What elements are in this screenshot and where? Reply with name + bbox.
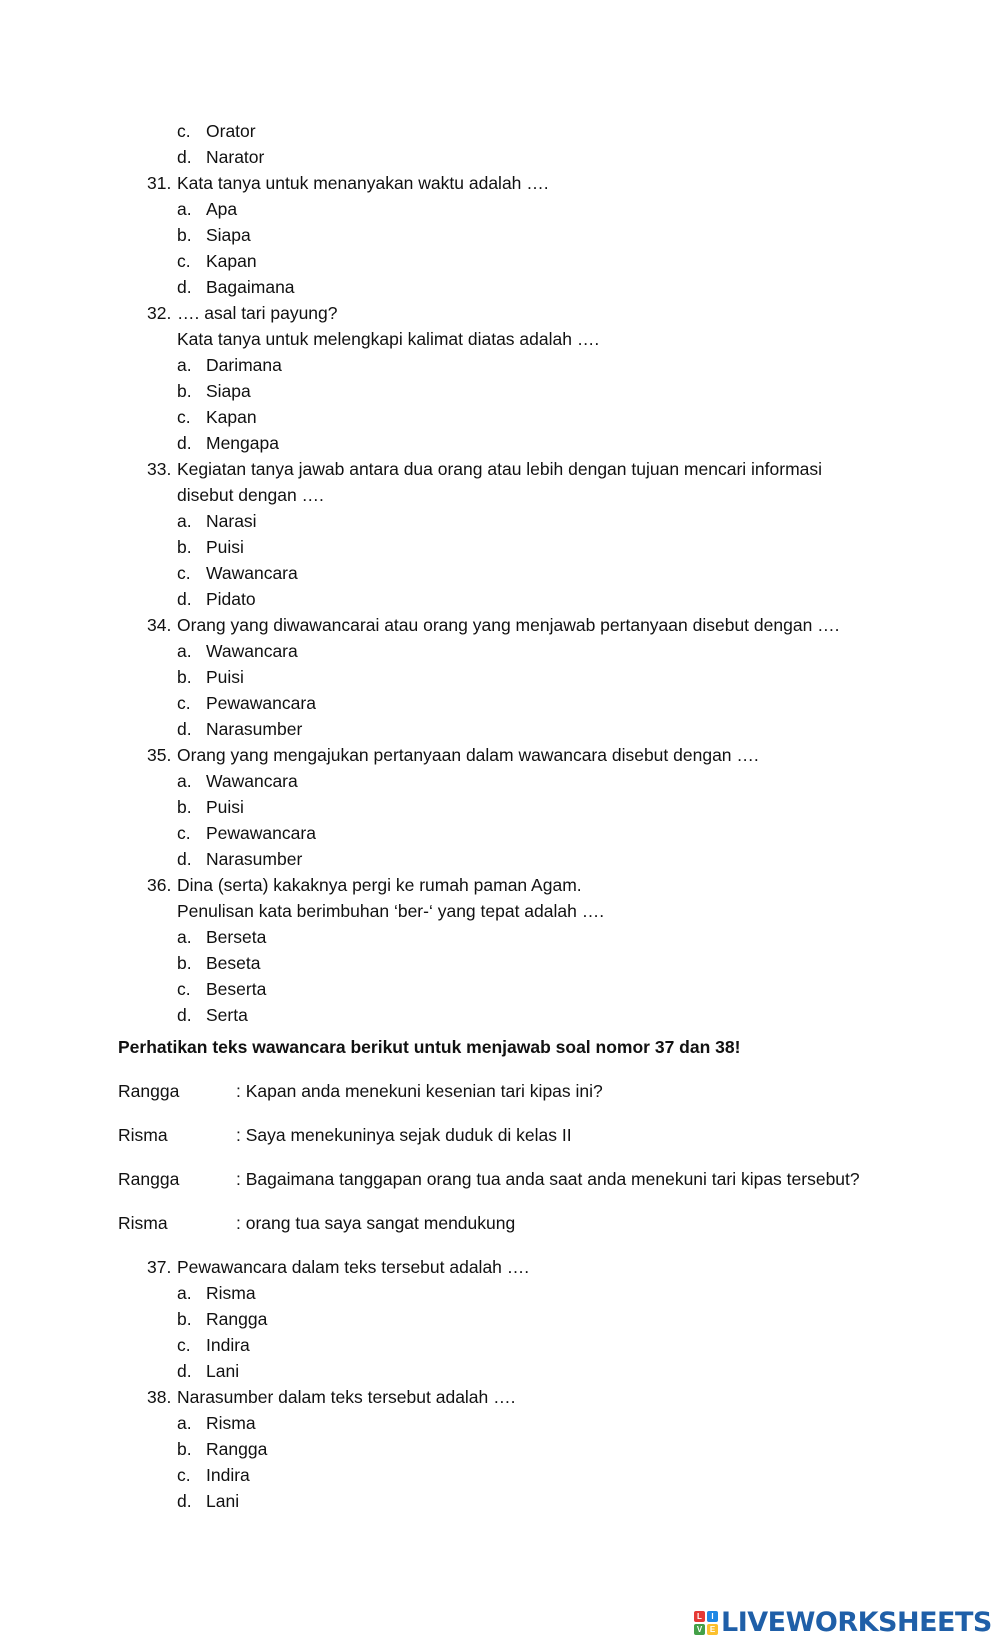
option-text: Serta — [206, 1005, 248, 1025]
option-letter: c. — [177, 563, 191, 583]
option-letter: a. — [177, 355, 192, 375]
question-text: Dina (serta) kakaknya pergi ke rumah paman Agam. — [177, 875, 582, 895]
option-text: Narasumber — [206, 849, 303, 869]
option-text: Risma — [206, 1413, 256, 1433]
option-text: Beseta — [206, 953, 261, 973]
option-letter: c. — [177, 407, 191, 427]
option-letter: b. — [177, 1309, 192, 1329]
option-letter: d. — [177, 719, 192, 739]
option-text: Narator — [206, 147, 265, 167]
option-text: Kapan — [206, 407, 257, 427]
question-text: disebut dengan …. — [177, 485, 324, 505]
option-letter: b. — [177, 797, 192, 817]
option-text: Pewawancara — [206, 823, 316, 843]
question-text: Orang yang mengajukan pertanyaan dalam wawancara disebut dengan …. — [177, 745, 759, 765]
question-number: 37. — [147, 1257, 172, 1277]
question-number: 32. — [147, 303, 172, 323]
question-number: 34. — [147, 615, 172, 635]
question-text: Kata tanya untuk melengkapi kalimat diatas adalah …. — [177, 329, 600, 349]
dialogue-speaker: Rangga — [118, 1169, 180, 1189]
option-letter: c. — [177, 121, 191, 141]
option-text: Apa — [206, 199, 238, 219]
option-letter: d. — [177, 589, 192, 609]
option-letter: d. — [177, 1491, 192, 1511]
logo-square-l: L — [694, 1611, 705, 1622]
liveworksheets-logo[interactable] — [694, 1609, 992, 1637]
option-letter: a. — [177, 199, 192, 219]
question-text: …. asal tari payung? — [177, 303, 338, 323]
option-letter: a. — [177, 927, 192, 947]
option-letter: b. — [177, 381, 192, 401]
option-text: Indira — [206, 1335, 250, 1355]
option-text: Narasi — [206, 511, 257, 531]
option-letter: a. — [177, 511, 192, 531]
option-text: Wawancara — [206, 641, 298, 661]
question-number: 38. — [147, 1387, 172, 1407]
option-text: Rangga — [206, 1309, 268, 1329]
option-text: Puisi — [206, 667, 244, 687]
option-letter: d. — [177, 849, 192, 869]
option-letter: a. — [177, 771, 192, 791]
option-letter: c. — [177, 693, 191, 713]
option-text: Indira — [206, 1465, 250, 1485]
option-letter: d. — [177, 1005, 192, 1025]
option-letter: c. — [177, 823, 191, 843]
option-text: Wawancara — [206, 563, 298, 583]
question-number: 36. — [147, 875, 172, 895]
question-text: Penulisan kata berimbuhan ‘ber-‘ yang tepat adalah …. — [177, 901, 605, 921]
logo-square-e: E — [707, 1624, 718, 1635]
logo-square-i: I — [707, 1611, 718, 1622]
option-text: Berseta — [206, 927, 267, 947]
question-text: Pewawancara dalam teks tersebut adalah …. — [177, 1257, 530, 1277]
logo-square-v: V — [694, 1624, 705, 1635]
question-number: 33. — [147, 459, 172, 479]
option-letter: b. — [177, 1439, 192, 1459]
option-letter: b. — [177, 953, 192, 973]
dialogue-text: : Kapan anda menekuni kesenian tari kipas ini? — [236, 1081, 603, 1101]
option-text: Kapan — [206, 251, 257, 271]
option-text: Lani — [206, 1361, 240, 1381]
question-number: 31. — [147, 173, 172, 193]
dialogue-text: : orang tua saya sangat mendukung — [236, 1213, 516, 1233]
option-text: Rangga — [206, 1439, 268, 1459]
option-letter: a. — [177, 1283, 192, 1303]
option-letter: a. — [177, 1413, 192, 1433]
option-text: Puisi — [206, 537, 244, 557]
option-letter: d. — [177, 1361, 192, 1381]
option-text: Mengapa — [206, 433, 279, 453]
option-text: Lani — [206, 1491, 240, 1511]
liveworksheets-logo-icon — [694, 1611, 718, 1635]
option-letter: c. — [177, 979, 191, 999]
option-text: Orator — [206, 121, 256, 141]
option-letter: c. — [177, 1465, 191, 1485]
option-text: Beserta — [206, 979, 267, 999]
option-letter: d. — [177, 433, 192, 453]
option-text: Darimana — [206, 355, 282, 375]
option-letter: d. — [177, 277, 192, 297]
question-text: Kegiatan tanya jawab antara dua orang atau lebih dengan tujuan mencari informasi — [177, 459, 823, 479]
logo-text: LIVEWORKSHEETS — [721, 1607, 992, 1638]
option-letter: c. — [177, 1335, 191, 1355]
option-letter: c. — [177, 251, 191, 271]
question-text: Kata tanya untuk menanyakan waktu adalah …. — [177, 173, 549, 193]
option-text: Risma — [206, 1283, 256, 1303]
option-letter: b. — [177, 537, 192, 557]
instruction-heading: Perhatikan teks wawancara berikut untuk menjawab soal nomor 37 dan 38! — [118, 1037, 741, 1057]
option-text: Bagaimana — [206, 277, 295, 297]
option-text: Pidato — [206, 589, 256, 609]
option-letter: a. — [177, 641, 192, 661]
option-letter: b. — [177, 225, 192, 245]
option-text: Narasumber — [206, 719, 303, 739]
dialogue-speaker: Rangga — [118, 1081, 180, 1101]
option-text: Siapa — [206, 381, 251, 401]
option-text: Wawancara — [206, 771, 298, 791]
question-text: Narasumber dalam teks tersebut adalah …. — [177, 1387, 516, 1407]
option-text: Puisi — [206, 797, 244, 817]
option-letter: b. — [177, 667, 192, 687]
option-text: Pewawancara — [206, 693, 316, 713]
option-letter: d. — [177, 147, 192, 167]
question-number: 35. — [147, 745, 172, 765]
dialogue-speaker: Risma — [118, 1213, 168, 1233]
dialogue-text: : Bagaimana tanggapan orang tua anda saat anda menekuni tari kipas tersebut? — [236, 1169, 860, 1189]
option-text: Siapa — [206, 225, 251, 245]
question-text: Orang yang diwawancarai atau orang yang menjawab pertanyaan disebut dengan …. — [177, 615, 840, 635]
dialogue-speaker: Risma — [118, 1125, 168, 1145]
dialogue-text: : Saya menekuninya sejak duduk di kelas II — [236, 1125, 572, 1145]
